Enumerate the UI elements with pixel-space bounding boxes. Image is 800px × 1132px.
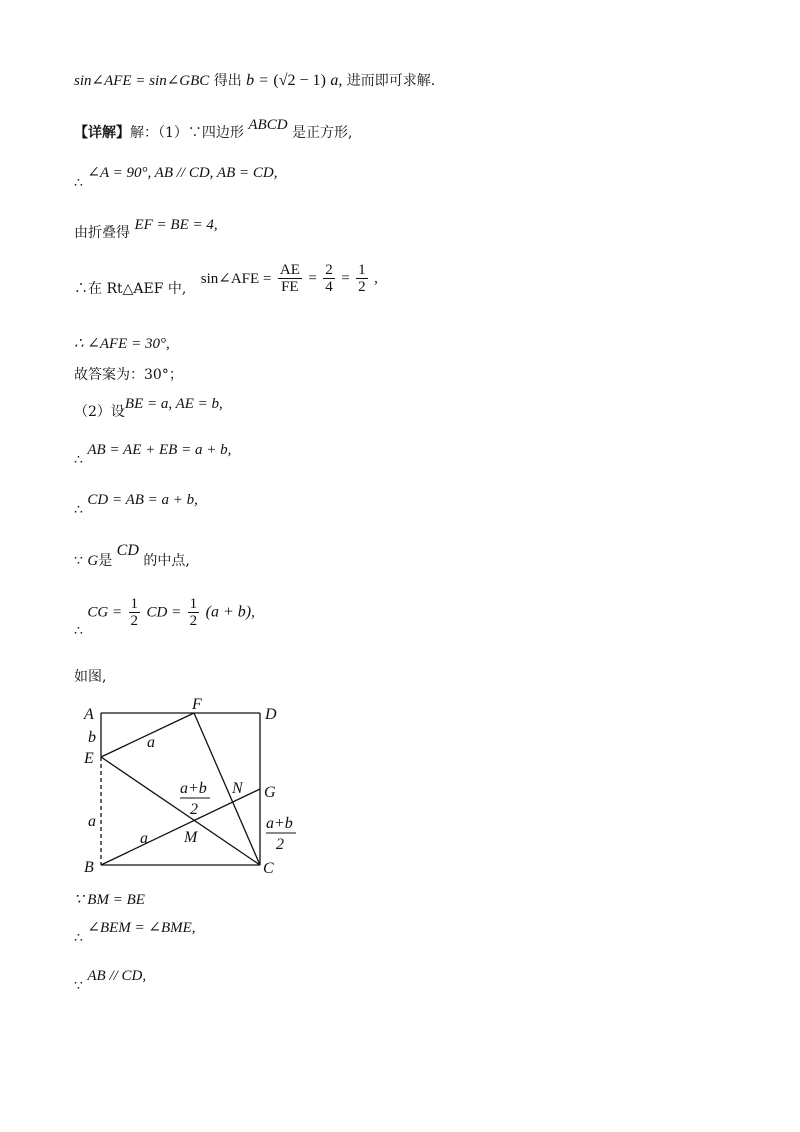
label-frac-den: 2	[190, 801, 198, 818]
math-abcd: ABCD	[248, 117, 288, 133]
label-c: C	[263, 860, 274, 877]
line-15	[74, 918, 196, 946]
math-cd-eq: CD =	[146, 604, 182, 621]
line-2	[74, 117, 353, 142]
frac-den: FE	[281, 279, 299, 295]
line-16	[74, 968, 147, 994]
math-bm-be: ∵ BM = BE	[74, 892, 145, 908]
math-ab-sum: AB = AE + EB = a + b,	[87, 442, 232, 458]
line-11	[74, 542, 190, 570]
detail-label: 【详解】	[74, 125, 130, 141]
text-fold: 由折叠得	[74, 225, 130, 241]
line-3	[74, 163, 278, 191]
label-d: D	[265, 706, 277, 723]
label-frac-num: a+b	[180, 780, 207, 797]
line-12	[74, 596, 255, 639]
frac-num: AE	[279, 262, 300, 278]
because-symbol: ∵	[74, 978, 83, 994]
label-m: M	[184, 829, 198, 846]
fraction-1-2	[356, 262, 368, 295]
math-ab-parallel-cd: AB // CD,	[87, 968, 147, 984]
therefore-symbol: ∴	[74, 930, 83, 946]
label-g: G	[264, 784, 276, 801]
line-1	[74, 70, 435, 90]
therefore-symbol: ∴	[74, 452, 83, 468]
frac-num: 1	[189, 596, 198, 612]
math-sin-eq: sin∠AFE = sin∠GBC	[74, 73, 210, 89]
segment-bg	[101, 789, 260, 865]
text-is: 是	[98, 553, 113, 569]
fraction-ae-fe	[278, 262, 302, 295]
equals: =	[308, 270, 317, 287]
frac-num: 1	[130, 596, 139, 612]
comma: ,	[251, 604, 255, 621]
math-be-ae: BE = a, AE = b,	[124, 396, 223, 412]
fraction-half	[129, 596, 141, 629]
fraction-2-4	[323, 262, 335, 295]
text-dechu: 得出	[213, 73, 242, 89]
label-seg-a-bm: a	[140, 830, 148, 847]
therefore-symbol: ∴	[74, 622, 83, 639]
math-angle-a: ∠A = 90°, AB // CD, AB = CD,	[87, 165, 278, 181]
text-square: 是正方形,	[292, 125, 353, 141]
frac-num: 2	[325, 262, 333, 278]
line-5	[74, 262, 378, 295]
math-g: G	[87, 553, 99, 569]
line-7	[74, 364, 183, 384]
text-part1: 解：（1）∵四边形	[130, 125, 244, 141]
label-seg-a-left: a	[88, 813, 96, 830]
math-sin-afe: sin∠AFE =	[200, 270, 272, 287]
text-rt-triangle: ∴在 Rt△AEF 中,	[74, 280, 187, 297]
math-ef-be: EF = BE = 4,	[134, 217, 218, 233]
therefore-symbol: ∴	[74, 502, 83, 518]
label-frac-num-right: a+b	[266, 815, 293, 832]
geometry-figure	[80, 695, 320, 885]
label-frac-den-right: 2	[276, 836, 284, 853]
text-midpoint: 的中点,	[143, 553, 190, 569]
line-13	[74, 666, 106, 686]
math-sqrt: (√2 − 1)	[273, 72, 326, 89]
math-cd-ab: CD = AB = a + b,	[87, 492, 198, 508]
label-e: E	[84, 750, 94, 767]
frac-den: 2	[358, 279, 366, 295]
line-9	[74, 442, 232, 468]
frac-den: 2	[189, 613, 198, 629]
frac-num: 1	[358, 262, 366, 278]
math-angle-30: ∴ ∠AFE = 30°,	[74, 336, 170, 352]
label-seg-a-ef: a	[147, 734, 155, 751]
math-cg: CG =	[87, 604, 123, 621]
label-a: A	[84, 706, 94, 723]
label-seg-b: b	[88, 729, 96, 746]
therefore-symbol: ∴	[74, 175, 83, 191]
line-4	[74, 214, 218, 241]
line-8	[74, 393, 223, 420]
math-cd: CD	[116, 542, 139, 559]
text-solve: 进而即可求解.	[346, 73, 436, 89]
equals: =	[341, 270, 350, 287]
line-10	[74, 492, 198, 518]
comma: ,	[374, 270, 378, 287]
frac-den: 2	[130, 613, 139, 629]
label-f: F	[192, 696, 202, 713]
line-14	[74, 890, 145, 909]
sqrt-expr: √2 − 1	[278, 72, 321, 89]
text-as-figure: 如图,	[74, 669, 107, 685]
math-angle-bem: ∠BEM = ∠BME,	[87, 920, 196, 936]
line-6	[74, 334, 170, 353]
math-b-eq: b =	[246, 72, 269, 89]
because-symbol: ∵	[74, 553, 83, 569]
text-answer: 故答案为：30°；	[74, 367, 183, 383]
math-a-plus-b: (a + b)	[205, 603, 252, 621]
fraction-half	[188, 596, 200, 629]
text-let: （2）设	[74, 404, 125, 420]
math-a: a,	[330, 72, 343, 89]
frac-den: 4	[325, 279, 333, 295]
label-b: B	[84, 859, 94, 876]
label-n: N	[232, 780, 243, 797]
